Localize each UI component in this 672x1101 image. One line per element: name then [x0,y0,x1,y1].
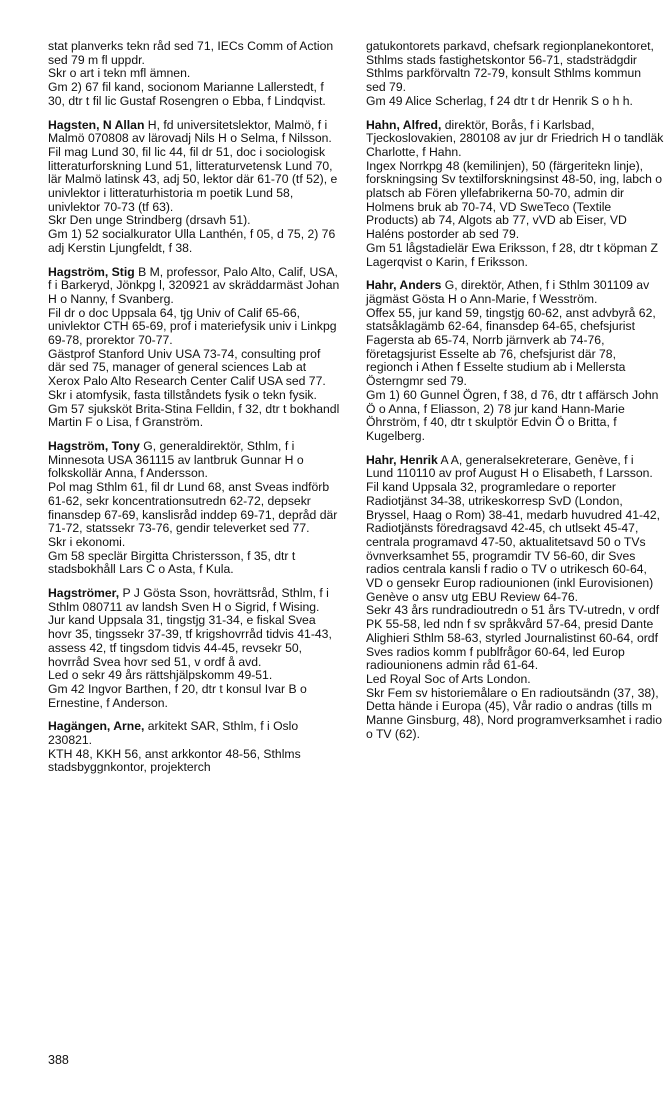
entry-text: Led o sekr 49 års rättshjälpskomm 49-51. [48,668,273,683]
entry-text: Led Royal Soc of Arts London. [366,671,531,686]
entry-paragraph [366,307,664,389]
entry-text: Gm 1) 52 socialkurator Ulla Lanthén, f 05, d 75, 2) 76 adj Kerstin Ljungfeldt, f 38. [48,227,336,255]
entry-text: Jur kand Uppsala 31, tingstjg 31-34, e fiskal Svea hovr 35, tingssekr 37-39, tf krigshovrråd tidvis 41-43, assess 42, tf tingsdom tidvis 44-45, revsekr 50, hovrråd Svea hovr sed 51, v ordf å avd. [48,613,332,669]
entry-paragraph [366,40,664,95]
entry-text: G, generaldirektör, Sthlm, f i Minnesota USA 361115 av lantbruk Gunnar H o folkskollär Anna, f Andersson. [48,438,304,481]
person-name: Hagsten, N Allan [48,117,145,132]
left-column [48,40,340,775]
person-name: Hahn, Alfred, [366,117,442,132]
entry-text: stat planverks tekn råd sed 71, IECs Comm of Action sed 79 m fl uppdr. [48,39,334,67]
entry-text: Skr Den unge Strindberg (drsavh 51). [48,213,251,228]
entry-paragraph [366,687,664,742]
entry-text: Fil dr o doc Uppsala 64, tjg Univ of Calif 65-66, univlektor CTH 65-69, prof i materiefysik univ i Linkpg 69-78, prorektor 70-77. [48,305,337,348]
person-name: Hagström, Tony [48,438,140,453]
entry-text: G, direktör, Athen, f i Sthlm 301109 av jägmäst Gösta H o Ann-Marie, f Wesström. [366,278,650,306]
entry-paragraph [48,307,340,348]
entry-paragraph [48,146,340,215]
entry-text: Skr i ekonomi. [48,534,126,549]
entry-paragraph [48,214,340,228]
entry-text: Ingex Norrkpg 48 (kemilinjen), 50 (färgeritekn linje), forskningsing Sv textilforskningsinst 48-50, ing, labch o platsch ab Fören yllefabrikerna 50-70, admin dir Holmens bruk ab 70-74, VD SweTeco (Textile Products) ab 74, Algots ab 77, vVD ab Eiser, VD Haléns postorder ab sed 79. [366,158,663,242]
entry-text: Pol mag Sthlm 61, fil dr Lund 68, anst Sveas indförb 61-62, sekr koncentrationsutredn 62-72, depsekr finansdep 67-69, kanslisråd inddep 69-71, depråd där 71-72, statssekr 73-76, gendir televerket sed 77. [48,480,338,536]
entry-text: Offex 55, jur kand 59, tingstjg 60-62, anst advbyrå 62, statsåklagämb 62-64, finansdep 64-65, chefsjurist Fagersta ab 65-74, Norrb järnverk ab 74-76, företagsjurist Esselte ab 76, chefsjurist där 78, regionch i Athen f Esselte studium ab i Mellersta Österngmr sed 79. [366,305,656,389]
entry-heading-paragraph [48,587,340,614]
entry-text: Skr Fem sv historiemålare o En radioutsändn (37, 38), Detta hände i Europa (45), Vår radio o andras (tills m Manne Ginsburg, 48), Nord programverksamhet i radio o TV (62). [366,685,663,741]
entry-paragraph [48,81,340,108]
entry-paragraph [48,481,340,536]
entry-paragraph [48,550,340,577]
entry-paragraph [366,160,664,242]
entry-text: Gm 58 speclär Birgitta Christersson, f 35, dtr t stadsbokhåll Lars C o Asta, f Kula. [48,548,296,577]
entry-text: H, fd universitetslektor, Malmö, f i Malmö 070808 av lärovadj Nils H o Selma, f Nilsson. [48,117,332,146]
entry-text: Gm 42 Ingvor Barthen, f 20, dtr t konsul Ivar B o Ernestine, f Anderson. [48,681,307,710]
entry-paragraph [48,683,340,710]
entry-paragraph [366,389,664,444]
entry-paragraph [48,669,340,683]
entry-paragraph [366,95,664,109]
person-name: Hagströmer, [48,586,120,601]
entry-text: Gm 49 Alice Scherlag, f 24 dtr t dr Henrik S o h h. [366,93,633,108]
person-name: Hagängen, Arne, [48,719,145,734]
entry-heading-paragraph [366,119,664,160]
entry-text: arkitekt SAR, Sthlm, f i Oslo 230821. [48,719,299,748]
entry-text: A A, generalsekreterare, Genève, f i Lund 110110 av prof August H o Elisabeth, f Larsson. [366,452,653,481]
person-name: Hahr, Henrik [366,452,438,467]
entry-text: Skr o art i tekn mfl ämnen. [48,66,191,81]
entry-text: KTH 48, KKH 56, anst arkkontor 48-56, Sthlms stadsbyggnkontor, projekterch [48,746,301,775]
person-name: Hahr, Anders [366,278,442,293]
entry-text: Gm 57 sjuksköt Brita-Stina Felldin, f 32, dtr t bokhandl Martin F o Lisa, f Granström. [48,401,340,430]
entry-paragraph [366,673,664,687]
entry-text: P J Gösta Sson, hovrättsråd, Sthlm, f i Sthlm 080711 av landsh Sven H o Sigrid, f Wising. [48,586,329,614]
right-column [366,40,664,741]
entry-text: Gm 51 lågstadielär Ewa Eriksson, f 28, dtr t köpman Z Lagerqvist o Karin, f Eriksson. [366,240,658,269]
person-name: Hagström, Stig [48,264,135,279]
entry-text: Gm 1) 60 Gunnel Ögren, f 38, d 76, dtr t affärsch John Ö o Anna, f Eliasson, 2) 78 jur kand Hann-Marie Öhrström, f 40, dtr t skulptör Edvin Ö o Britta, f Kugelberg. [366,387,659,443]
entry-heading-paragraph [48,119,340,146]
entry-text: B M, professor, Palo Alto, Calif, USA, f i Barkeryd, Jönkpg l, 320921 av skräddarmäst Johan H o Nanny, f Svanberg. [48,264,340,306]
entry-paragraph [48,536,340,550]
entry-heading-paragraph [366,279,664,306]
entry-heading-paragraph [48,720,340,747]
entry-heading-paragraph [366,454,664,481]
entry-paragraph [48,389,340,403]
entry-paragraph [48,40,340,67]
entry-text: Gm 2) 67 fil kand, socionom Marianne Lallerstedt, f 30, dtr t fil lic Gustaf Rosengren o Ebba, f Lindqvist. [48,80,326,108]
entry-paragraph [48,403,340,430]
entry-paragraph [366,242,664,269]
entry-text: Skr i atomfysik, fasta tillståndets fysik o tekn fysik. [48,387,317,402]
entry-paragraph [48,228,340,255]
entry-paragraph [48,348,340,389]
entry-paragraph [48,614,340,669]
entry-heading-paragraph [48,440,340,481]
entry-text: Gästprof Stanford Univ USA 73-74, consulting prof där sed 75, manager of general sciences Lab at Xerox Palo Alto Research Center Calif USA sed 77. [48,346,326,389]
entry-paragraph [366,481,664,604]
entry-text: gatukontorets parkavd, chefsark regionplanekontoret, Sthlms stads fastighetskontor 56-71, stadsträdgdir Sthlms parkförvaltn 72-79, konsult Sthlms kommun sed 79. [366,39,654,95]
entry-paragraph [366,604,664,673]
entry-heading-paragraph [48,266,340,307]
entry-text: direktör, Borås, f i Karlsbad, Tjeckoslovakien, 280108 av jur dr Friedrich H o tandläk Charlotte, f Hahn. [366,117,664,159]
entry-paragraph [48,67,340,81]
page-number: 388 [48,1053,69,1067]
entry-text: Fil kand Uppsala 32, programledare o reporter Radiotjänst 34-38, utrikeskorresp SvD (London, Bryssel, Haag o Rom) 38-41, medarb huvudred 41-42, Radiotjänsts föredragsavd 42-45, ch utlsekt 45-47, centrala programavd 47-50, aktualitetsavd 50 o TVs övnverksamhet 55, programdir TV 56-60, dir Sves radios centrala kansli f radio o TV o utrikesch 60-64, VD o gensekr Europ radiounionen (inkl Eurovisionen) Genève o ansv utg EBU Review 64-76. [366,480,661,604]
entry-text: Fil mag Lund 30, fil lic 44, fil dr 51, doc i sociologisk litteraturforskning Lund 51, litteraturvetensk Lund 70, lär Malmö latinsk 43, adj 50, lektor där 61-70 (tf 52), e univlektor i litteraturhistoria m poetik Lund 58, univlektor 70-73 (tf 63). [48,144,338,214]
entry-text: Sekr 43 års rundradioutredn o 51 års TV-utredn, v ordf PK 55-58, led ndn f sv språkvård 57-64, presid Dante Alighieri Sthlm 58-63, styrled Journalistinst 60-64, ordf Sves radios komm f publfrågor 60-64, led Europ radiounionens admin råd 61-64. [366,603,660,673]
entry-paragraph [48,748,340,775]
